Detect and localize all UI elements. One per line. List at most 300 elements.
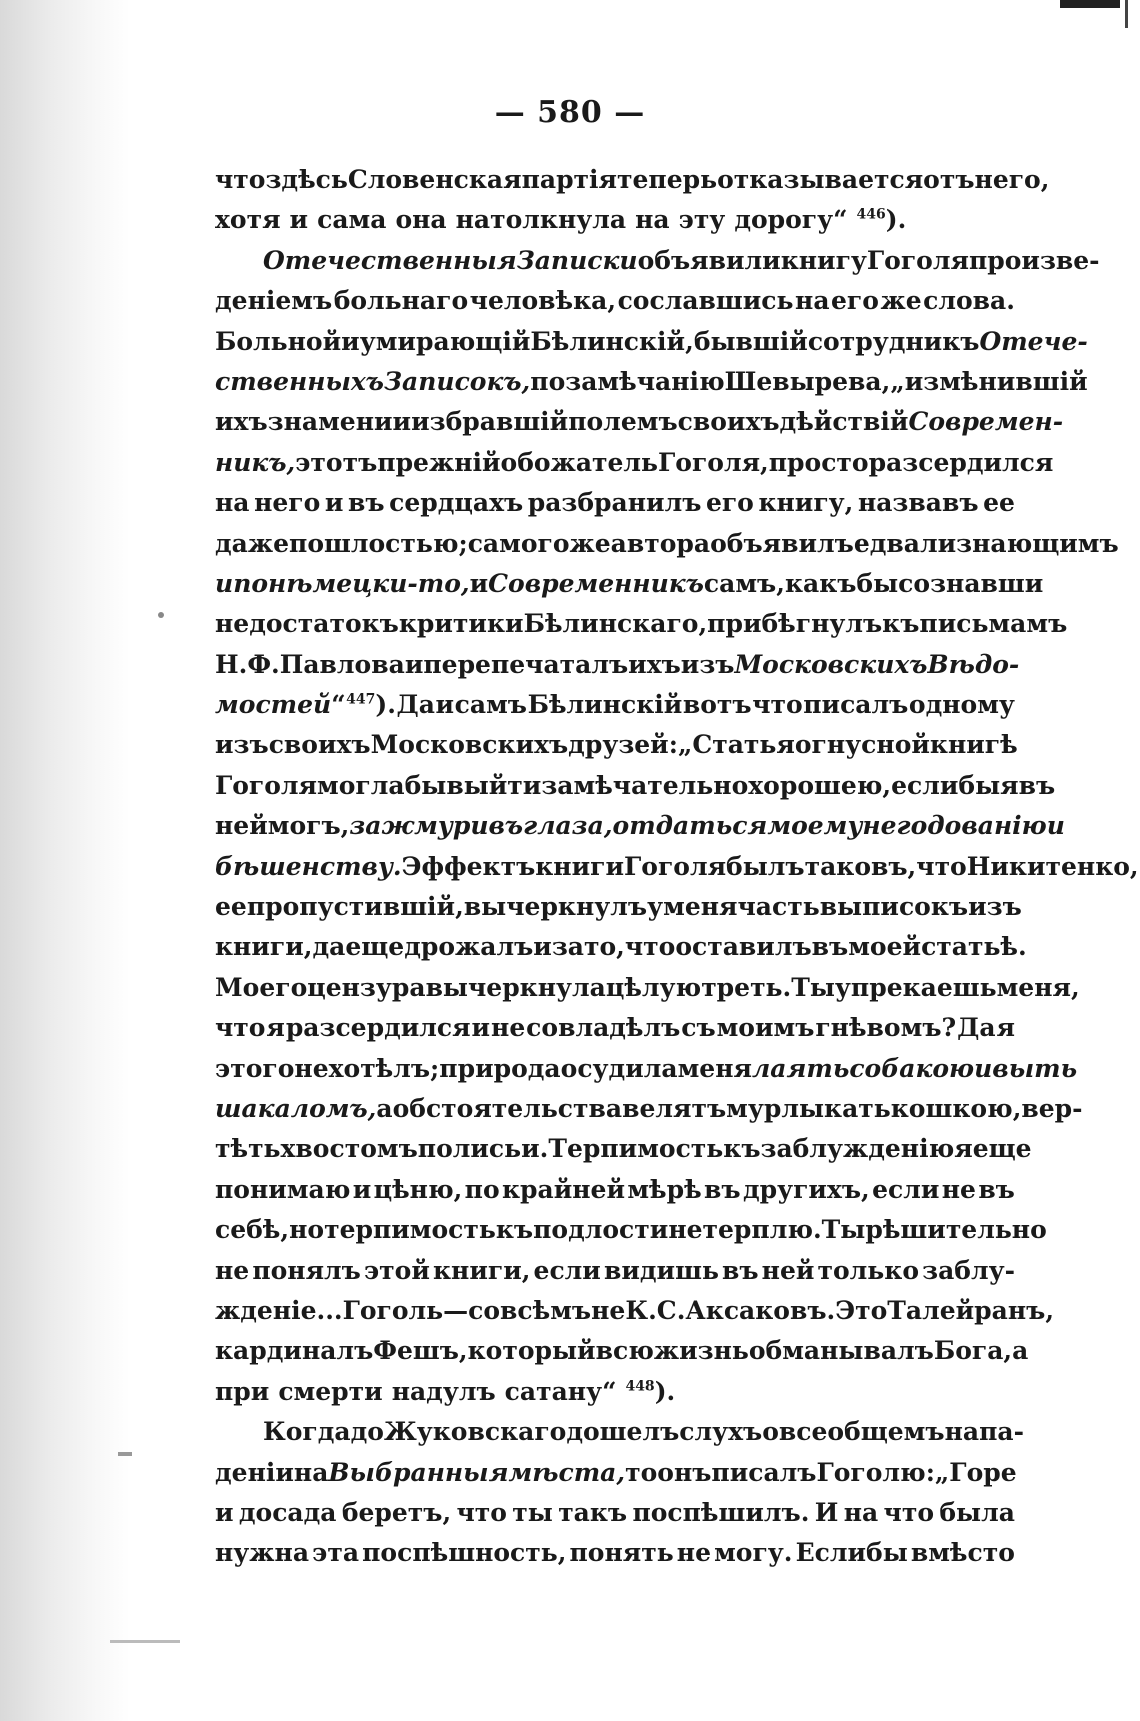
text-line <box>215 847 1139 887</box>
word: Гоголю: <box>816 1457 935 1487</box>
word: Вѣдо- <box>927 649 1020 679</box>
word: съ <box>681 1013 716 1043</box>
word: его <box>831 286 879 316</box>
word: смерти <box>278 1376 383 1406</box>
word: писалъ <box>803 690 909 720</box>
word: глаза, <box>523 811 613 841</box>
word: Гоголя <box>624 851 727 881</box>
word: бывшій <box>693 326 808 356</box>
word: своихъ <box>268 730 371 760</box>
word: ты <box>512 1497 553 1527</box>
word: не <box>491 1013 526 1043</box>
word: да <box>312 932 346 962</box>
text-line <box>215 483 1015 523</box>
word: вмѣсто <box>910 1538 1015 1568</box>
word: же <box>569 528 611 558</box>
word: вычеркнулъ <box>463 892 648 922</box>
word: просто <box>768 447 869 477</box>
word: что <box>916 851 967 881</box>
word: досада <box>238 1497 337 1527</box>
word: всеобщемъ <box>778 1417 945 1447</box>
word: не <box>668 1215 703 1245</box>
word: объявилъ <box>710 528 854 558</box>
word: Павлова <box>279 649 405 679</box>
word: Ты <box>791 972 835 1002</box>
text-line <box>215 1493 1015 1533</box>
word: Да <box>957 1013 996 1043</box>
word: бы <box>856 568 899 598</box>
word: „Горе <box>934 1457 1017 1487</box>
word: самъ <box>454 690 527 720</box>
text-line <box>215 1008 1015 1048</box>
word: не <box>215 1255 250 1285</box>
word: ихъ <box>215 407 268 437</box>
word: ее <box>215 892 247 922</box>
word: Гоголя, <box>658 447 769 477</box>
word: у <box>647 892 664 922</box>
word: Аксаковъ. <box>685 1295 836 1325</box>
word: ней <box>761 1255 815 1285</box>
word: выть <box>992 1053 1078 1083</box>
word: цензура <box>307 972 426 1002</box>
word: другихъ, <box>742 1174 870 1204</box>
word: могу. <box>714 1538 793 1568</box>
word: не <box>941 1174 976 1204</box>
word: него, <box>974 165 1050 194</box>
word: часть <box>737 892 820 922</box>
word: книги, <box>432 1255 531 1285</box>
word: ней <box>215 811 268 841</box>
word: друзей: <box>568 730 678 760</box>
word: на <box>293 1457 329 1487</box>
word: совладѣлъ <box>526 1013 681 1043</box>
word: этой <box>363 1255 430 1285</box>
word: Бѣлинскій, <box>530 326 694 356</box>
word: таковъ, <box>804 851 917 881</box>
body-text <box>215 160 1139 1574</box>
word: не <box>591 1295 626 1325</box>
word: была <box>939 1497 1015 1527</box>
text-line <box>215 968 1080 1008</box>
word: поспѣшилъ. <box>632 1497 810 1527</box>
word: хотѣлъ; <box>328 1053 440 1083</box>
word: пошлостью; <box>289 528 468 558</box>
word: и <box>469 568 489 598</box>
word: хорошею, <box>748 770 892 800</box>
word: что <box>883 1497 935 1527</box>
word: $^{447}$). <box>346 690 396 720</box>
word: эту <box>678 205 726 235</box>
word: подлости <box>533 1215 669 1245</box>
word: сердцахъ <box>389 488 524 518</box>
word: сама <box>317 205 387 235</box>
word: сатану“ <box>504 1376 617 1406</box>
word: и <box>392 407 412 437</box>
text-line <box>215 160 1050 200</box>
word: Гоголь—совсѣмъ <box>342 1295 592 1325</box>
word: негодованію <box>862 811 1047 841</box>
word: выйти <box>446 770 542 800</box>
word: жденіе... <box>215 1295 343 1325</box>
word: знающимъ <box>956 528 1119 558</box>
word: теперь <box>617 165 718 194</box>
word: онъ <box>657 1457 712 1487</box>
word: прибѣгнулъ <box>707 609 883 639</box>
word: нужна <box>215 1538 310 1568</box>
word: „измѣнившій <box>890 366 1088 396</box>
word: о <box>762 1417 779 1447</box>
word: кардиналъ <box>215 1336 374 1366</box>
word: избравшій <box>411 407 569 437</box>
word: изъ <box>968 892 1022 922</box>
word: хотя <box>215 205 281 235</box>
word: гнѣвомъ? <box>815 1013 957 1043</box>
word: по <box>530 366 566 396</box>
text-line <box>215 322 1088 362</box>
word: письмамъ <box>919 609 1068 639</box>
word: едва <box>853 528 920 558</box>
word: и <box>533 932 552 962</box>
text-line <box>215 685 1015 725</box>
word: разсердился <box>285 1013 471 1043</box>
word: нѣмецки-то, <box>268 568 470 598</box>
text-line <box>215 1089 1083 1129</box>
word: о <box>794 730 812 760</box>
word: человѣка, <box>469 286 617 316</box>
word: статьѣ. <box>921 932 1027 962</box>
word: сославшись <box>617 286 794 316</box>
word: понять <box>569 1538 674 1568</box>
word: и <box>1046 811 1065 841</box>
word: и <box>974 1053 993 1083</box>
word: былъ <box>726 851 805 881</box>
word: велятъ <box>622 1093 727 1123</box>
word: могла <box>317 770 405 800</box>
text-line <box>215 1170 1015 1210</box>
text-line <box>215 241 1100 281</box>
word: натолкнула <box>455 205 627 235</box>
word: на <box>215 488 250 518</box>
word: и <box>289 205 309 235</box>
word: ее <box>983 488 1015 518</box>
word: за <box>551 932 584 962</box>
page-edge-shadow <box>0 0 130 1721</box>
word: какъ <box>784 568 857 598</box>
word: деніи <box>215 1457 294 1487</box>
word: что <box>456 1497 507 1527</box>
word: вычеркнула <box>425 972 606 1002</box>
text-line <box>215 1210 1047 1250</box>
word: еще <box>972 1134 1032 1164</box>
word: одному <box>908 690 1015 720</box>
word: то, <box>584 932 625 962</box>
word: объявили <box>637 245 781 275</box>
word: пропустившій, <box>246 892 464 922</box>
word: него <box>254 488 321 518</box>
word: и <box>435 690 455 720</box>
word: лаять <box>751 1053 850 1083</box>
word: въ <box>722 1255 759 1285</box>
word: даже <box>215 528 290 558</box>
scan-corner-tick <box>1125 0 1128 28</box>
text-line <box>215 927 1027 967</box>
word: на <box>795 286 830 316</box>
word: что <box>215 165 266 194</box>
word: Гоголя <box>866 245 969 275</box>
word: моимъ <box>716 1013 815 1043</box>
word: изъ <box>680 649 735 679</box>
word: Талейранъ, <box>887 1295 1055 1325</box>
word: до <box>350 1417 384 1447</box>
word: дѣйствій <box>779 407 909 437</box>
word: книги, <box>215 932 313 962</box>
word: ихъ <box>628 649 681 679</box>
text-line <box>215 604 1068 644</box>
word: а <box>376 1093 393 1123</box>
word: здѣсь <box>265 165 348 194</box>
word: въ <box>978 1174 1015 1204</box>
word: къ <box>882 609 920 639</box>
word: дрожалъ <box>404 932 534 962</box>
word: самъ, <box>703 568 785 598</box>
word: Отечественныя <box>263 245 517 275</box>
word: разсердился <box>868 447 1054 477</box>
text-line <box>215 200 1015 240</box>
word: больнаго <box>333 286 469 316</box>
word: не <box>294 1053 329 1083</box>
word: самого <box>467 528 570 558</box>
word: который <box>467 1336 596 1366</box>
word: по <box>417 1134 453 1164</box>
word: меня, <box>996 972 1080 1002</box>
word: полемъ <box>568 407 678 437</box>
word: эта <box>312 1538 360 1568</box>
word: лисьи. <box>452 1134 549 1164</box>
word: замѣчательно <box>541 770 749 800</box>
word: зажмуривъ <box>349 811 524 841</box>
word: себѣ, <box>215 1215 290 1245</box>
word: умирающій <box>359 326 531 356</box>
word: „Статья <box>677 730 795 760</box>
word: Записки <box>516 245 638 275</box>
word: еще <box>345 932 405 962</box>
word: цѣлую <box>605 972 702 1002</box>
word: если <box>533 1255 601 1285</box>
word: такъ <box>558 1497 628 1527</box>
margin-dot <box>158 612 164 618</box>
word: шакаломъ, <box>215 1093 377 1123</box>
text-line <box>215 1291 1055 1331</box>
word: Когда <box>263 1417 351 1447</box>
word: бы <box>404 770 447 800</box>
word: моему <box>767 811 863 841</box>
word: но <box>289 1215 325 1245</box>
word: гнусной <box>811 730 930 760</box>
word: обожатель <box>500 447 659 477</box>
word: дорогу“ <box>734 205 848 235</box>
word: $^{448}$). <box>625 1376 676 1406</box>
footnote-ref: 448 <box>625 1378 655 1395</box>
word: моей <box>848 932 922 962</box>
word: хвостомъ <box>280 1134 418 1164</box>
word: то <box>625 1457 658 1487</box>
word: разбранилъ <box>527 488 702 518</box>
text-line <box>215 524 1119 564</box>
word: собакою <box>849 1053 975 1083</box>
word: Бѣлинскій <box>527 690 683 720</box>
word: и <box>352 1174 372 1204</box>
word: на <box>843 1497 879 1527</box>
text-line <box>215 362 1088 402</box>
text-line <box>215 1533 1015 1573</box>
word: отдаться <box>612 811 768 841</box>
word: Московскихъ <box>734 649 928 679</box>
word: Словенская <box>347 165 522 194</box>
text-line <box>215 1412 1024 1452</box>
word: мостей“ <box>215 690 346 720</box>
text-line <box>215 1331 1029 1371</box>
word: она <box>395 205 447 235</box>
word: въ <box>347 488 385 518</box>
word: вер- <box>1021 1093 1083 1123</box>
text-line <box>215 1129 1032 1169</box>
word: надулъ <box>391 1376 496 1406</box>
word: терпимость <box>324 1215 496 1245</box>
word: перепечаталъ <box>423 649 629 679</box>
word: треть. <box>701 972 792 1002</box>
word: его <box>705 488 754 518</box>
word: поспѣшность, <box>362 1538 567 1568</box>
word: назвавъ <box>857 488 979 518</box>
word: природа <box>439 1053 561 1083</box>
text-line <box>215 564 1044 604</box>
word: осудила <box>560 1053 678 1083</box>
page-number: — 580 — <box>494 95 646 130</box>
word: И <box>814 1497 839 1527</box>
word: писалъ <box>711 1457 817 1487</box>
word: при <box>215 1376 270 1406</box>
word: Бога, <box>933 1336 1013 1366</box>
word: дошелъ <box>566 1417 680 1447</box>
word: изъ <box>215 730 269 760</box>
word: Больной <box>215 326 342 356</box>
word: произве- <box>968 245 1100 275</box>
word: $^{446}$). <box>856 205 907 235</box>
text-line <box>215 645 1020 685</box>
word: ли <box>919 528 957 558</box>
word: мѣрѣ <box>627 1174 702 1204</box>
word: въ <box>1018 770 1056 800</box>
word: обманывалъ <box>748 1336 934 1366</box>
margin-mark <box>118 1452 132 1456</box>
word: К. <box>625 1295 657 1325</box>
word: слова. <box>923 286 1015 316</box>
word: кошкою, <box>890 1093 1022 1123</box>
word: тѣть <box>215 1134 281 1164</box>
word: и <box>324 488 344 518</box>
word: упрекаешь <box>834 972 997 1002</box>
word: деніемъ <box>215 286 333 316</box>
word: если <box>872 1174 940 1204</box>
text-line <box>215 766 1056 806</box>
word: видишь <box>603 1255 719 1285</box>
word: и <box>341 326 360 356</box>
word: и <box>471 1013 491 1043</box>
word: знамени <box>267 407 393 437</box>
footnote-ref: 446 <box>856 207 886 224</box>
footnote-ref: 447 <box>346 691 376 708</box>
word: крайней <box>501 1174 625 1204</box>
word: въ <box>704 1174 741 1204</box>
word: напа- <box>944 1417 1024 1447</box>
word: сотрудникъ <box>807 326 980 356</box>
word: же <box>880 286 922 316</box>
text-line <box>215 402 1064 442</box>
text-line <box>215 725 1018 765</box>
word: никъ, <box>215 447 296 477</box>
word: Фешъ, <box>373 1336 468 1366</box>
word: только <box>817 1255 920 1285</box>
word: я <box>266 1013 285 1043</box>
word: терплю. <box>702 1215 822 1245</box>
word: беретъ, <box>341 1497 452 1527</box>
word: мѣста, <box>508 1457 626 1487</box>
word: всю <box>595 1336 654 1366</box>
text-line <box>215 887 1022 927</box>
word: меня <box>677 1053 752 1083</box>
word: Гоголя <box>215 770 318 800</box>
word: что <box>215 1013 266 1043</box>
word: бѣшенству. <box>215 851 402 881</box>
word: обстоятельства <box>392 1093 623 1123</box>
text-line <box>215 281 1015 321</box>
word: еслибы <box>891 770 1001 800</box>
word: замѣчанію <box>565 366 725 396</box>
word: Ф. <box>247 649 280 679</box>
word: мурлыкать <box>726 1093 891 1123</box>
word: по <box>233 568 269 598</box>
word: Выбранныя <box>328 1457 509 1487</box>
word: недостатокъ <box>215 609 399 639</box>
word: жизнь <box>653 1336 749 1366</box>
word: а <box>1012 1336 1029 1366</box>
word: къ <box>495 1215 534 1245</box>
word: къ <box>723 1134 761 1164</box>
word: выписокъ <box>819 892 969 922</box>
word: партія <box>521 165 618 194</box>
word: заблу- <box>922 1255 1015 1285</box>
word: критики <box>398 609 524 639</box>
word: своихъ <box>677 407 780 437</box>
word: Да <box>396 690 435 720</box>
word: заблужденію <box>760 1134 955 1164</box>
word: прежній <box>377 447 501 477</box>
text-line <box>215 1251 1015 1291</box>
word: не <box>676 1538 711 1568</box>
word: я <box>954 1134 973 1164</box>
word: и <box>404 649 424 679</box>
word: книгу <box>780 245 867 275</box>
word: понимаю <box>215 1174 351 1204</box>
word: Терпимость <box>548 1134 724 1164</box>
word: ственныхъ <box>215 366 384 396</box>
word: Ты <box>821 1215 866 1245</box>
word: отъ <box>923 165 975 194</box>
word: этотъ <box>295 447 378 477</box>
word: книги <box>535 851 625 881</box>
text-line <box>215 1372 1015 1412</box>
margin-line <box>110 1640 180 1643</box>
